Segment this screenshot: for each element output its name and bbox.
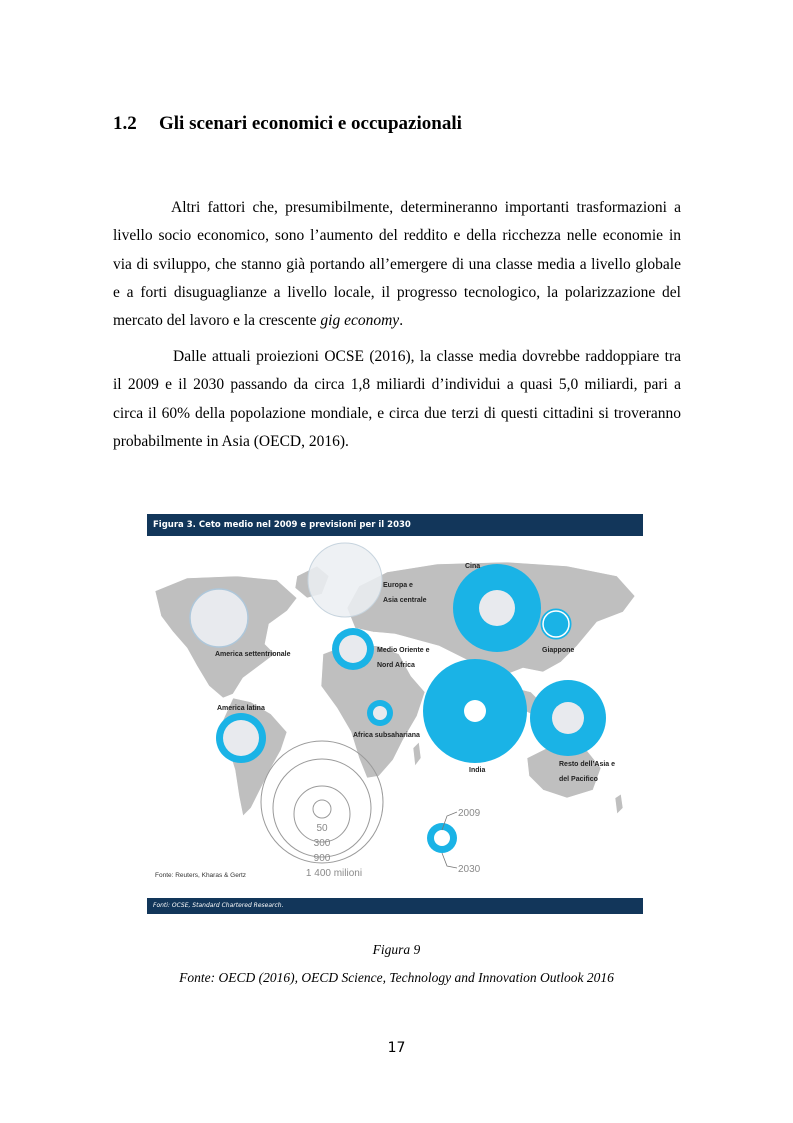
- gig-economy-term: gig economy: [320, 312, 400, 330]
- label-europe-1: Europa e: [383, 582, 413, 589]
- scale-legend-labels: [306, 823, 362, 879]
- middle-class-figure: [147, 514, 643, 914]
- year-2009-label: 2009: [458, 808, 481, 819]
- new-zealand-shape: [615, 794, 623, 814]
- page-number: 17: [387, 1040, 406, 1056]
- label-latin-america: America latina: [217, 705, 265, 712]
- year-2030-label: 2030: [458, 864, 481, 875]
- paragraph-1-line-1: Altri fattori che, presumibilmente, determineranno importanti trasformazioni a: [171, 199, 681, 216]
- paragraph-2-line-2: il 2009 e il 2030 passando da circa 1,8 miliardi d’individui a quasi 5,0 miliardi, pari a: [113, 376, 681, 394]
- latin-america-inner: [223, 720, 259, 756]
- paragraph-1-period: .: [399, 312, 404, 330]
- section-number: 1.2: [113, 113, 137, 134]
- figure-source-note: Fonte: Reuters, Kharas & Gertz: [155, 872, 247, 879]
- figure-header: Figura 3. Ceto medio nel 2009 e previsioni per il 2030: [147, 514, 643, 536]
- asia-pacific-inner: [552, 702, 584, 734]
- label-europe-2: Asia centrale: [383, 597, 427, 604]
- paragraph-1-line-5-text: mercato del lavoro e la crescente: [113, 312, 321, 330]
- india-inner: [464, 700, 486, 722]
- label-china: Cina: [465, 563, 481, 570]
- year-legend-line-2030: [442, 853, 457, 868]
- figure-caption-source: Fonte: OECD (2016), OECD Science, Technology and Innovation Outlook 2016: [179, 970, 614, 985]
- scale-label-50: 50: [316, 823, 328, 834]
- madagascar-shape: [413, 742, 421, 766]
- figure-caption-label: Figura 9: [372, 942, 421, 957]
- japan-ring: [541, 609, 571, 639]
- paragraph-2-line-3: circa il 60% della popolazione mondiale, e circa due terzi di questi cittadini si troveranno: [113, 404, 681, 422]
- paragraph-2: [113, 343, 681, 456]
- label-asia-pacific-2: del Pacifico: [559, 776, 598, 783]
- paragraph-2-line-1: Dalle attuali proiezioni OCSE (2016), la classe media dovrebbe raddoppiare tra: [173, 348, 681, 365]
- label-africa: Africa subsahariana: [353, 732, 420, 739]
- figure-footer: Fonti: OCSE, Standard Chartered Research.: [147, 898, 643, 914]
- africa-inner: [373, 706, 387, 720]
- section-heading: [113, 113, 462, 135]
- china-inner: [479, 590, 515, 626]
- middle-east-inner: [339, 635, 367, 663]
- scale-label-1400: 1 400 milioni: [305, 868, 363, 879]
- label-japan: Giappone: [542, 647, 575, 654]
- paragraph-1: [113, 194, 681, 335]
- paragraph-1-line-4: e a forti disuguaglianze a livello locale, il progresso tecnologico, la polarizzazione del: [113, 283, 681, 301]
- paragraph-1-line-2: livello socio economico, sono l’aumento del reddito e della ricchezza nelle economie in: [113, 227, 681, 245]
- north-america-2009-circle: [190, 589, 248, 647]
- label-india: India: [469, 767, 486, 774]
- world-map: [147, 536, 643, 898]
- paragraph-2-line-4: probabilmente in Asia (OECD, 2016).: [113, 432, 349, 450]
- section-title: Gli scenari economici e occupazionali: [159, 113, 462, 134]
- scale-circle-50: [313, 800, 331, 818]
- label-middle-east-1: Medio Oriente e: [377, 647, 430, 654]
- scale-label-900: 900: [313, 853, 331, 864]
- label-north-america: America settentrionale: [215, 651, 291, 658]
- label-middle-east-2: Nord Africa: [377, 662, 415, 669]
- year-legend-inner: [434, 830, 450, 846]
- europe-2009-circle: [308, 543, 382, 617]
- paragraph-1-line-3: via di sviluppo, che stanno già portando all’emergere di una classe media a livello globale: [113, 255, 681, 273]
- label-asia-pacific-1: Resto dell’Asia e: [559, 761, 616, 768]
- paragraph-1-line-5: [113, 307, 681, 335]
- scale-label-300: 300: [313, 838, 331, 849]
